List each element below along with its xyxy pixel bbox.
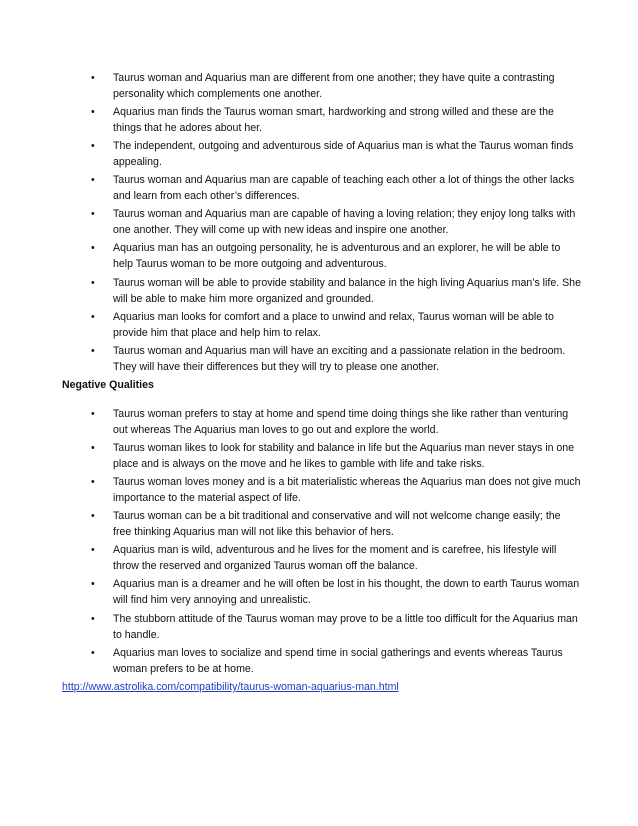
- list-item-text: The independent, outgoing and adventurous side of Aquarius man is what the Taurus woman finds appealing.: [113, 140, 574, 169]
- list-item: [91, 406, 581, 438]
- list-item: [91, 440, 581, 472]
- positive-qualities-list: [91, 70, 581, 377]
- bullet-icon: •: [91, 140, 95, 153]
- list-item-text: Taurus woman and Aquarius man are capable of having a loving relation; they enjoy long talks with one another. They will come up with new ideas and inspire one another.: [113, 208, 576, 237]
- bullet-icon: •: [91, 476, 95, 489]
- bullet-icon: •: [91, 544, 95, 557]
- list-item-text: The stubborn attitude of the Taurus woman may prove to be a little too difficult for the Aquarius man to handle.: [113, 612, 578, 641]
- list-item-text: Aquarius man has an outgoing personality, he is adventurous and an explorer, he will be able to help Taurus woman to be more outgoing and adventurous.: [113, 242, 561, 271]
- list-item: [91, 343, 581, 375]
- bullet-icon: •: [91, 310, 95, 323]
- list-item: [91, 104, 581, 136]
- list-item: [91, 645, 581, 677]
- bullet-icon: •: [91, 612, 95, 625]
- bullet-icon: •: [91, 242, 95, 255]
- bullet-icon: •: [91, 344, 95, 357]
- bullet-icon: •: [91, 174, 95, 187]
- negative-qualities-list: [91, 406, 581, 679]
- list-item-text: Taurus woman and Aquarius man will have an exciting and a passionate relation in the bedroom. They will have their differences but they will try to please one another.: [113, 344, 566, 373]
- list-item: [91, 309, 581, 341]
- list-item-text: Taurus woman loves money and is a bit materialistic whereas the Aquarius man does not give much importance to the material aspect of life.: [113, 476, 581, 505]
- bullet-icon: •: [91, 106, 95, 119]
- list-item: [91, 240, 581, 272]
- bullet-icon: •: [91, 276, 95, 289]
- list-item: [91, 542, 581, 574]
- list-item: [91, 611, 581, 643]
- list-item-text: Taurus woman prefers to stay at home and spend time doing things she like rather than venturing out whereas The Aquarius man loves to go out and explore the world.: [113, 408, 569, 436]
- bullet-icon: •: [91, 72, 95, 84]
- bullet-icon: •: [91, 578, 95, 591]
- list-item-text: Aquarius man is wild, adventurous and he lives for the moment and is carefree, his lifestyle will throw the reserved and organized Taurus woman off the balance.: [113, 544, 557, 573]
- list-item-text: Taurus woman and Aquarius man are capable of teaching each other a lot of things the other lacks and learn from each other’s differences.: [113, 174, 575, 203]
- list-item-text: Aquarius man loves to socialize and spend time in social gatherings and events whereas Taurus woman prefers to be at home.: [113, 646, 563, 675]
- list-item: [91, 172, 581, 204]
- bullet-icon: •: [91, 208, 95, 221]
- list-item-text: Aquarius man finds the Taurus woman smart, hardworking and strong willed and these are the things that he adores about her.: [113, 106, 554, 135]
- source-link[interactable]: http://www.astrolika.com/compatibility/taurus-woman-aquarius-man.html: [62, 681, 399, 693]
- list-item-text: Taurus woman likes to look for stability and balance in life but the Aquarius man never stays in one place and is always on the move and he likes to gamble with life and take risks.: [113, 442, 575, 471]
- list-item-text: Aquarius man is a dreamer and he will often be lost in his thought, the down to earth Taurus woman will find him very annoying and unrealistic.: [113, 578, 580, 607]
- bullet-icon: •: [91, 510, 95, 523]
- bullet-icon: •: [91, 408, 95, 420]
- list-item: [91, 576, 581, 608]
- bullet-icon: •: [91, 442, 95, 455]
- list-item-text: Taurus woman will be able to provide stability and balance in the high living Aquarius man’s life. She will be able to make him more organized and grounded.: [113, 276, 581, 305]
- list-item-text: Taurus woman can be a bit traditional and conservative and will not welcome change easily; the free thinking Aquarius man will not like this behavior of hers.: [113, 510, 561, 539]
- list-item: [91, 70, 581, 102]
- negative-qualities-heading: Negative Qualities: [62, 379, 154, 391]
- list-item-text: Taurus woman and Aquarius man are different from one another; they have quite a contrasting personality which complements one another.: [113, 72, 555, 100]
- list-item: [91, 275, 581, 307]
- list-item: [91, 508, 581, 540]
- list-item-text: Aquarius man looks for comfort and a place to unwind and relax, Taurus woman will be able to provide him that place and help him to relax.: [113, 310, 554, 339]
- list-item: [91, 206, 581, 238]
- list-item: [91, 138, 581, 170]
- bullet-icon: •: [91, 646, 95, 659]
- list-item: [91, 474, 581, 506]
